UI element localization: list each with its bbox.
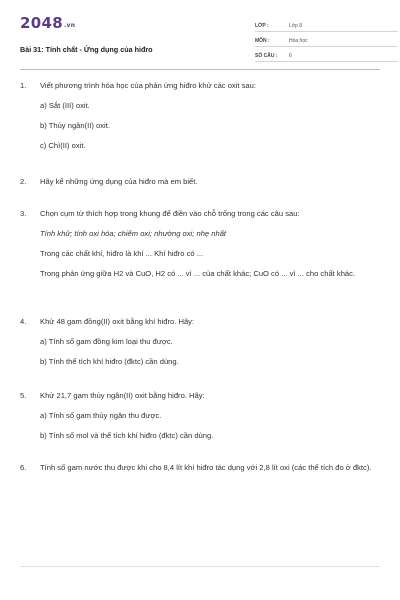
sub-question: a) Sắt (III) oxit.: [40, 101, 90, 110]
question-number: 4.: [20, 317, 27, 326]
question-1: [20, 80, 380, 160]
lesson-title: Bài 31: Tính chất - Ứng dụng của hiđro: [20, 45, 153, 54]
question-number: 5.: [20, 391, 27, 400]
meta-row-subject: [255, 32, 398, 47]
question-2: [20, 176, 380, 196]
question-number: 6.: [20, 463, 27, 472]
page-divider: [20, 566, 380, 567]
question-text: Khử 21,7 gam thủy ngân(II) oxit bằng hiđro. Hãy:: [40, 391, 205, 400]
header: [20, 12, 380, 70]
word-options: Tính khử; tính oxi hóa; chiếm oxi; nhường oxi; nhẹ nhất: [40, 229, 227, 238]
sub-question: b) Tính số mol và thể tích khí hiđro (đktc) cần dùng.: [40, 431, 214, 440]
question-5: [20, 390, 380, 450]
question-4: [20, 316, 380, 376]
question-text: Tính số gam nước thu được khi cho 8,4 lít khí hiđro tác dụng với 2,8 lít oxi (các thể tích đo ở đktc).: [40, 463, 372, 472]
fill-blank-sentence: Trong phản ứng giữa H2 và CuO, H2 có ... vì ... của chất khác; CuO có ... vì ... cho chất khác.: [40, 269, 356, 278]
question-number: 2.: [20, 177, 27, 186]
sub-question: c) Chì(II) oxit.: [40, 141, 86, 150]
sub-question: a) Tính số gam thủy ngân thu được.: [40, 411, 162, 420]
meta-label: LỚP :: [255, 23, 269, 29]
fill-blank-sentence: Trong các chất khí, hiđro là khí ... Khí hiđro có ...: [40, 249, 204, 258]
meta-value: Lớp 8: [289, 23, 303, 29]
question-text: Khử 48 gam đồng(II) oxit bằng khí hiđro. Hãy:: [40, 317, 195, 326]
meta-value: 6: [289, 53, 292, 59]
site-logo[interactable]: [20, 14, 75, 32]
meta-row-class: [255, 17, 398, 32]
meta-value: Hóa học: [289, 38, 308, 44]
question-text: Chọn cụm từ thích hợp trong khung để điền vào chỗ trống trong các câu sau:: [40, 209, 300, 218]
sub-question: b) Tính thể tích khí hiđro (đktc) cần dùng.: [40, 357, 179, 366]
question-6: [20, 462, 380, 482]
question-text: Hãy kể những ứng dụng của hiđro mà em biết.: [40, 177, 198, 186]
meta-label: SỐ CÂU :: [255, 53, 278, 59]
question-number: 1.: [20, 81, 27, 90]
question-3: [20, 208, 380, 288]
sub-question: b) Thủy ngân(II) oxit.: [40, 121, 110, 130]
meta-label: MÔN :: [255, 38, 270, 44]
sub-question: a) Tính số gam đồng kim loại thu được.: [40, 337, 173, 346]
question-text: Viết phương trình hóa học của phản ứng hiđro khử các oxit sau:: [40, 81, 256, 90]
logo-suffix: .vn: [63, 22, 76, 29]
meta-info: [255, 17, 398, 62]
question-number: 3.: [20, 209, 27, 218]
meta-row-count: [255, 47, 398, 62]
logo-text: 2048: [20, 14, 63, 32]
